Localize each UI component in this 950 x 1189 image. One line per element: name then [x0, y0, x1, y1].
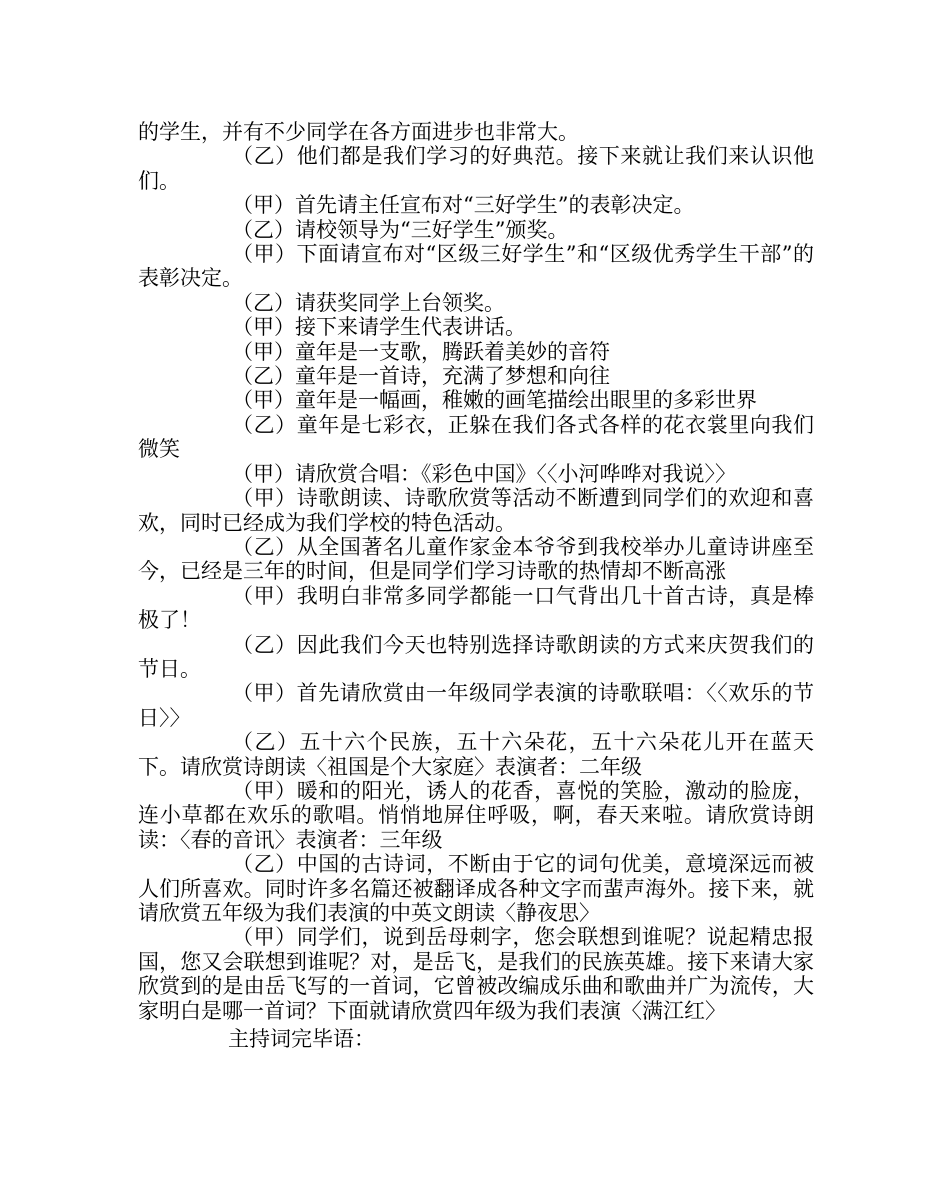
- document-body: [138, 120, 814, 1051]
- paragraph-6: （甲）接下来请学生代表讲话。: [232, 315, 526, 340]
- paragraph-1: （乙）他们都是我们学习的好典范。接下来就让我们来认识他们。: [138, 144, 814, 193]
- paragraph-8: （乙）童年是一首诗，充满了梦想和向往: [232, 364, 610, 389]
- paragraph-2: （甲）首先请主任宣布对“三好学生”的表彰决定。: [232, 193, 695, 218]
- paragraph-19: （乙）中国的古诗词，不断由于它的词句优美，意境深远而被人们所喜欢。同时许多名篇还被翻译成各种文字而蜚声海外。接下来，就请欣赏五年级为我们表演的中英文朗读〈静夜思〉: [138, 852, 814, 925]
- paragraph-14: （甲）我明白非常多同学都能一口气背出几十首古诗，真是棒极了！: [138, 583, 814, 633]
- paragraph-9: （甲）童年是一幅画，稚嫩的画笔描绘出眼里的多彩世界: [232, 388, 757, 413]
- paragraph-17: （乙）五十六个民族，五十六朵花，五十六朵花儿开在蓝天下。请欣赏诗朗读〈祖国是个大家庭〉表演者：二年级: [138, 730, 814, 779]
- paragraph-4: （甲）下面请宣布对“区级三好学生”和“区级优秀学生干部”的表彰决定。: [138, 242, 814, 291]
- paragraph-10: （乙）童年是七彩衣，正躲在我们各式各样的花衣裳里向我们微笑: [138, 412, 814, 462]
- paragraph-18: （甲）暖和的阳光，诱人的花香，喜悦的笑脸，激动的脸庞，连小草都在欢乐的歌唱。悄悄地屏住呼吸，啊，春天来啦。请欣赏诗朗读：〈春的音讯〉表演者：三年级: [138, 778, 814, 852]
- paragraph-0: 的学生，并有不少同学在各方面进步也非常大。: [138, 120, 579, 144]
- paragraph-5: （乙）请获奖同学上台领奖。: [232, 290, 505, 315]
- closing-heading: 主持词完毕语：: [228, 1027, 375, 1052]
- paragraph-3: （乙）请校领导为“三好学生”颁奖。: [232, 217, 569, 242]
- paragraph-13: （乙）从全国著名儿童作家金本爷爷到我校举办儿童诗讲座至今，已经是三年的时间，但是同学们学习诗歌的热情却不断高涨: [138, 534, 814, 584]
- paragraph-16: （甲）首先请欣赏由一年级同学表演的诗歌联唱：〈〈欢乐的节日〉〉: [138, 681, 814, 730]
- paragraph-12: （甲）诗歌朗读、诗歌欣赏等活动不断遭到同学们的欢迎和喜欢，同时已经成为我们学校的特色活动。: [138, 486, 814, 535]
- paragraph-15: （乙）因此我们今天也特别选择诗歌朗读的方式来庆贺我们的节日。: [138, 632, 814, 681]
- paragraph-11: （甲）请欣赏合唱：《彩色中国》〈〈小河哗哗对我说〉〉: [232, 461, 736, 486]
- paragraph-20: （甲）同学们，说到岳母刺字，您会联想到谁呢？说起精忠报国，您又会联想到谁呢？对，是岳飞，是我们的民族英雄。接下来请大家欣赏到的是由岳飞写的一首词，它曾被改编成乐曲和歌曲并广为流传，大家明白是哪一首词？下面就请欣赏四年级为我们表演〈满江红〉: [138, 925, 814, 1023]
- paragraph-7: （甲）童年是一支歌，腾跃着美妙的音符: [232, 339, 610, 364]
